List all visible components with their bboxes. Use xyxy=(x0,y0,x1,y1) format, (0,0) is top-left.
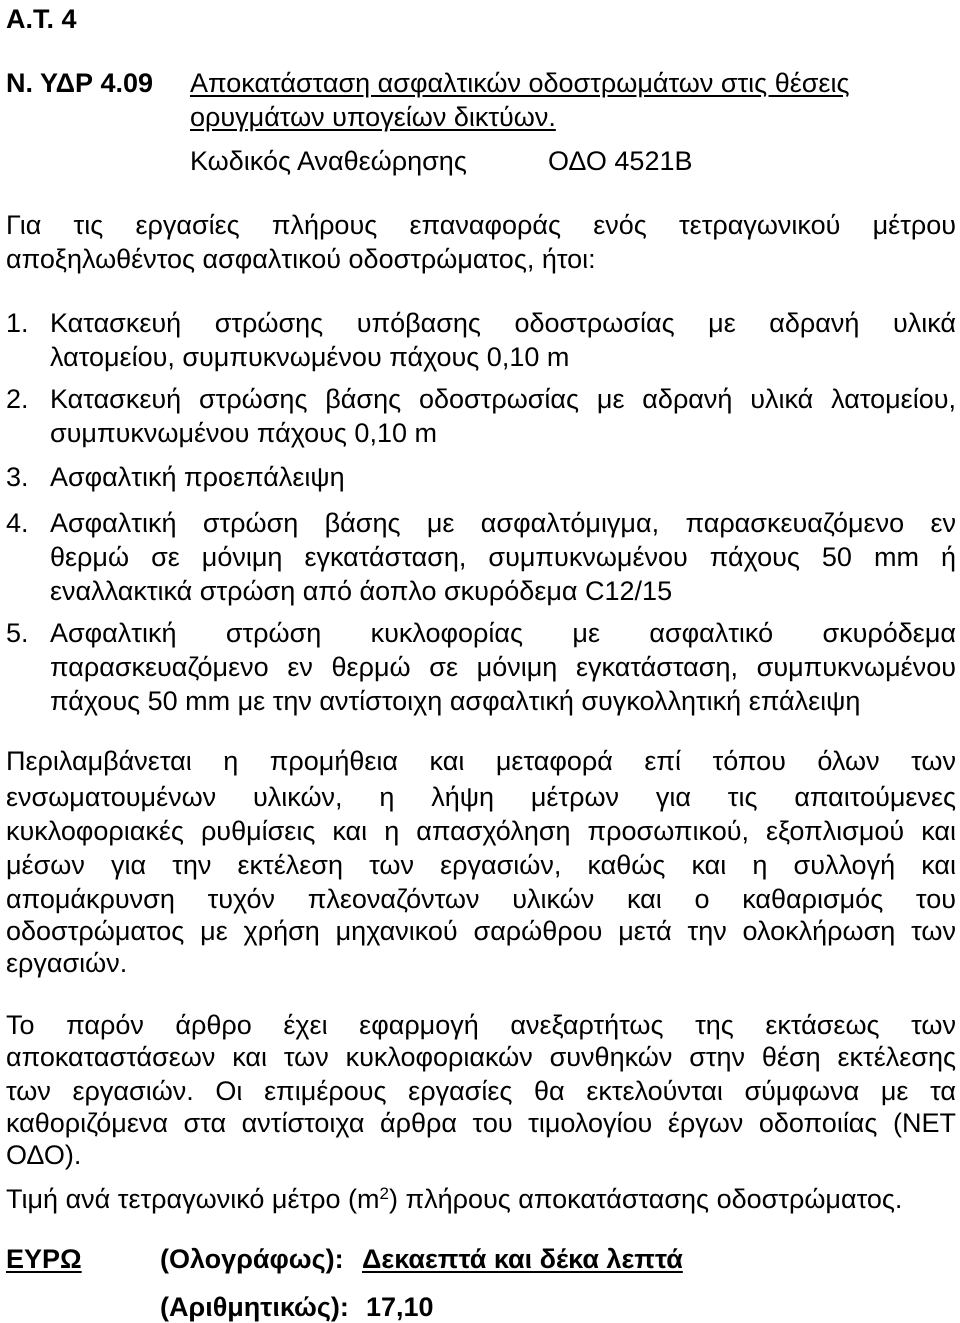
article-code: Ν. ΥΔΡ 4.09 xyxy=(6,68,154,98)
item-2-line-1: Κατασκευή στρώσης βάσης οδοστρωσίας με αδρανή υλικά λατομείου, xyxy=(50,384,956,414)
para2-line-5: ΟΔΟ). xyxy=(6,1140,82,1170)
item-5-line-2: παρασκευαζόμενο εν θερμώ σε μόνιμη εγκατάσταση, συμπυκνωμένου xyxy=(50,652,956,682)
item-1-line-1: Κατασκευή στρώσης υπόβασης οδοστρωσίας με αδρανή υλικά xyxy=(50,308,956,338)
para1-line-6: οδοστρώματος με χρήση μηχανικού σαρώθρου μετά την ολοκλήρωση των xyxy=(6,916,956,946)
item-5-line-1: Ασφαλτική στρώση κυκλοφορίας με ασφαλτικό σκυρόδεμα xyxy=(50,618,956,648)
price-description-end: ) πλήρους αποκατάστασης οδοστρώματος. xyxy=(388,1184,903,1214)
item-4-line-1: Ασφαλτική στρώση βάσης με ασφαλτόμιγμα, παρασκευαζόμενο εν xyxy=(50,508,956,538)
para1-line-3: κυκλοφοριακές ρυθμίσεις και η απασχόληση προσωπικού, εξοπλισμού και xyxy=(6,816,956,846)
squared-superscript: 2 xyxy=(379,1184,389,1203)
para2-line-4: καθοριζόμενα στα αντίστοιχα άρθρα του τιμολογίου έργων οδοποιίας (ΝΕΤ xyxy=(6,1108,956,1138)
currency-label: ΕΥΡΩ xyxy=(6,1244,82,1274)
intro-line-1: Για τις εργασίες πλήρους επαναφοράς ενός τετραγωνικού μέτρου xyxy=(6,210,956,240)
para2-line-2: αποκαταστάσεων και των κυκλοφοριακών συνθηκών στην θέση εκτέλεσης xyxy=(6,1042,956,1072)
item-4-line-3: εναλλακτικά στρώση από άοπλο σκυρόδεμα C12/15 xyxy=(50,576,673,606)
price-numeric-value: 17,10 xyxy=(366,1292,434,1322)
item-3-number: 3. xyxy=(6,462,29,492)
item-3-line-1: Ασφαλτική προεπάλειψη xyxy=(50,462,345,492)
revision-code: ΟΔΟ 4521Β xyxy=(548,146,693,176)
item-4-line-2: θερμώ σε μόνιμη εγκατάσταση, συμπυκνωμένου πάχους 50 mm ή xyxy=(50,542,956,572)
item-1-line-2: λατομείου, συμπυκνωμένου πάχους 0,10 m xyxy=(50,342,570,372)
item-5-number: 5. xyxy=(6,618,29,648)
article-title-line-1: Αποκατάσταση ασφαλτικών οδοστρωμάτων στις θέσεις xyxy=(190,68,850,98)
para2-line-1: Το παρόν άρθρο έχει εφαρμογή ανεξαρτήτως της εκτάσεως των xyxy=(6,1010,956,1040)
para1-line-4: μέσων για την εκτέλεση των εργασιών, καθώς και η συλλογή και xyxy=(6,850,956,880)
item-2-number: 2. xyxy=(6,384,29,414)
para1-line-5: απομάκρυνση τυχόν πλεοναζόντων υλικών και ο καθαρισμός του xyxy=(6,884,956,914)
item-4-number: 4. xyxy=(6,508,29,538)
item-5-line-3: πάχους 50 mm με την αντίστοιχη ασφαλτική συγκολλητική επάλειψη xyxy=(50,686,861,716)
para2-line-3: των εργασιών. Οι επιμέρους εργασίες θα εκτελούνται σύμφωνα με τα xyxy=(6,1076,956,1106)
intro-line-2: αποξηλωθέντος ασφαλτικού οδοστρώματος, ήτοι: xyxy=(6,244,596,274)
para1-line-1: Περιλαμβάνεται η προμήθεια και μεταφορά επί τόπου όλων των xyxy=(6,746,956,776)
price-in-words-label: (Ολογράφως): xyxy=(160,1244,344,1274)
price-numeric-label: (Αριθμητικώς): xyxy=(160,1292,349,1322)
revision-label: Κωδικός Αναθεώρησης xyxy=(190,146,467,176)
para1-line-7: εργασιών. xyxy=(6,948,128,978)
para1-line-2: ενσωματουμένων υλικών, η λήψη μέτρων για τις απαιτούμενες xyxy=(6,782,956,812)
item-1-number: 1. xyxy=(6,308,29,338)
article-title-line-2: ορυγμάτων υπογείων δικτύων. xyxy=(190,102,556,132)
item-2-line-2: συμπυκνωμένου πάχους 0,10 m xyxy=(50,418,437,448)
price-in-words-value: Δεκαεπτά και δέκα λεπτά xyxy=(362,1244,683,1274)
price-description-start: Τιμή ανά τετραγωνικό μέτρο (m xyxy=(6,1184,380,1214)
article-number: Α.Τ. 4 xyxy=(6,4,77,34)
price-description xyxy=(6,1186,902,1213)
